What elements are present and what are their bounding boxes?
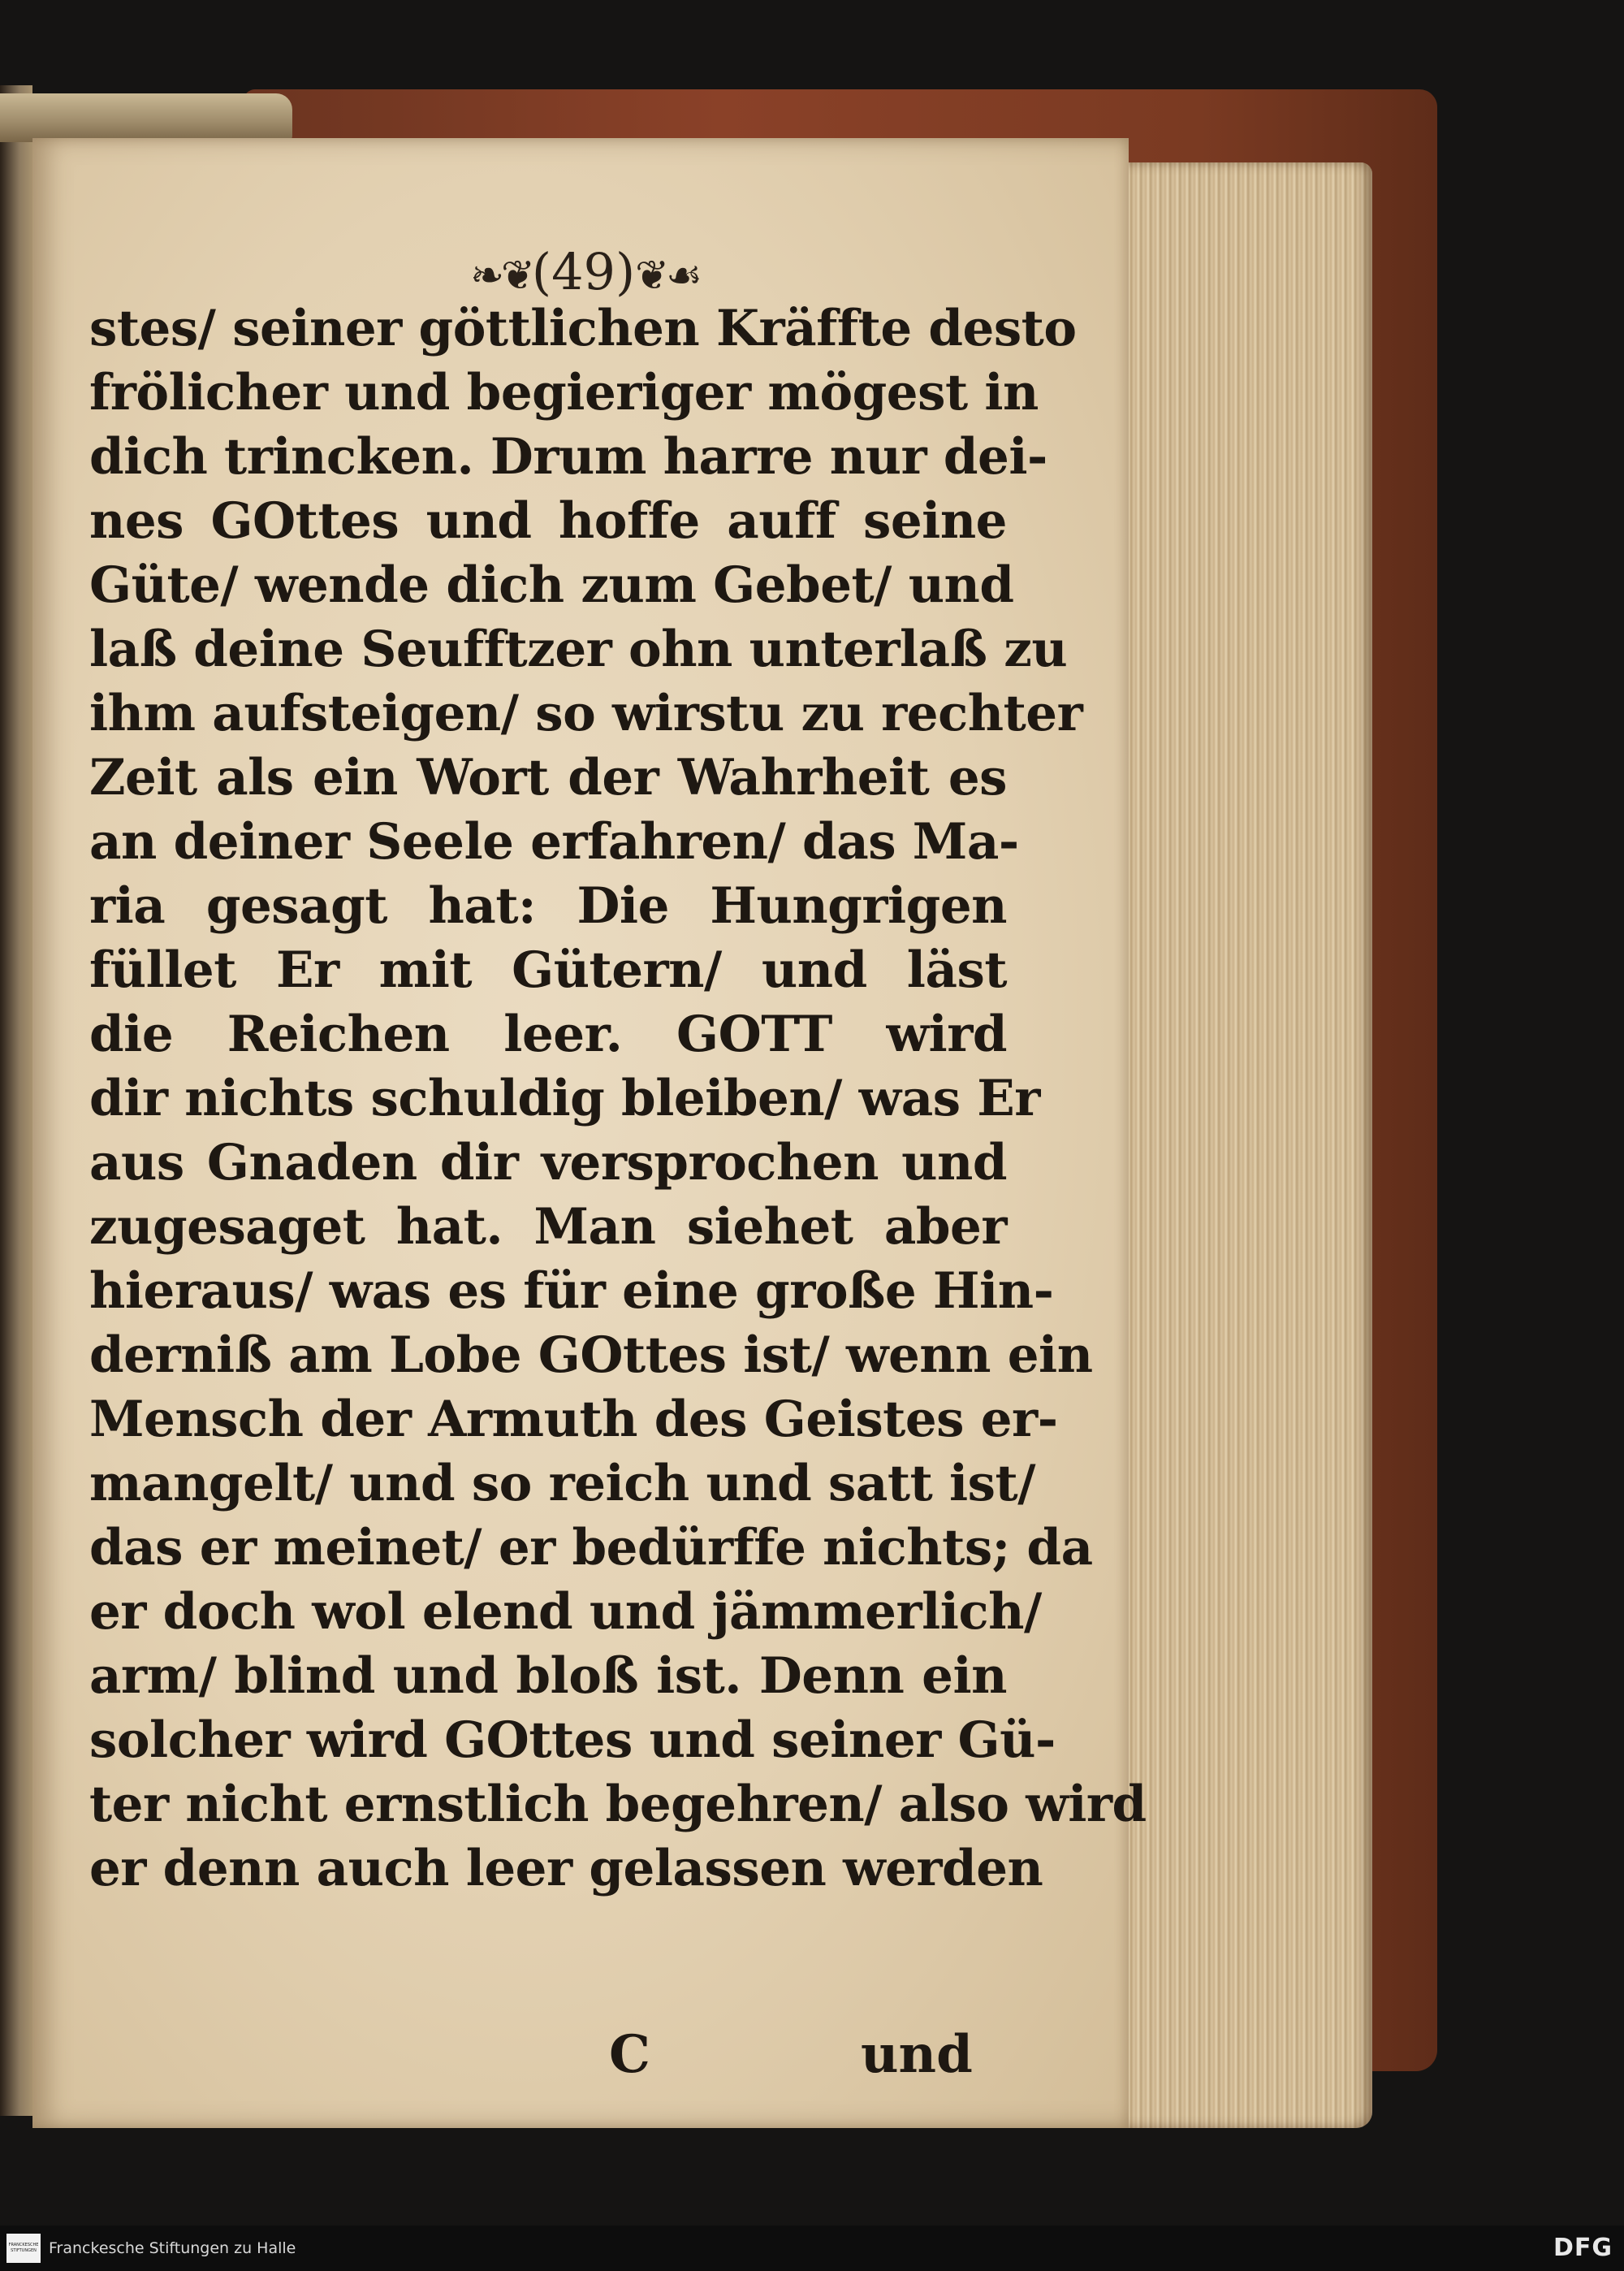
text-line: stes/ seiner göttlichen Kräffte desto bbox=[89, 300, 1077, 357]
text-line: solcher wird GOttes und seiner Gü- bbox=[89, 1711, 1056, 1769]
facing-page-edge bbox=[0, 85, 32, 2116]
footer-bar bbox=[0, 2226, 1624, 2271]
text-line: mangelt/ und so reich und satt ist/ bbox=[89, 1455, 1035, 1512]
text-line: frölicher und begieriger mögest in bbox=[89, 364, 1039, 422]
page-fore-edge bbox=[1104, 162, 1372, 2128]
text-line: Zeit als ein Wort der Wahrheit es bbox=[89, 749, 1007, 807]
text-line: füllet Er mit Gütern/ und läst bbox=[89, 941, 1007, 999]
text-line: zugesaget hat. Man siehet aber bbox=[89, 1198, 1007, 1256]
right-ornament-icon: ❦☙ bbox=[635, 252, 699, 299]
text-line: dich trincken. Drum harre nur dei- bbox=[89, 428, 1047, 486]
text-line: laß deine Seufftzer ohn unterlaß zu bbox=[89, 621, 1068, 678]
signature-mark: C bbox=[609, 2024, 650, 2085]
dfg-logo[interactable]: DFG bbox=[1553, 2234, 1613, 2262]
page-number: (49) bbox=[531, 242, 636, 301]
text-line: arm/ blind und bloß ist. Denn ein bbox=[89, 1647, 1007, 1705]
text-line: Güte/ wende dich zum Gebet/ und bbox=[89, 556, 1014, 614]
text-line: dir nichts schuldig bleiben/ was Er bbox=[89, 1070, 1040, 1127]
institution-logo[interactable] bbox=[6, 2234, 41, 2263]
text-line: er denn auch leer gelassen werden bbox=[89, 1840, 1043, 1897]
text-line: an deiner Seele erfahren/ das Ma- bbox=[89, 813, 1019, 871]
text-line: das er meinet/ er bedürffe nichts; da bbox=[89, 1519, 1093, 1577]
book-page bbox=[32, 138, 1147, 2128]
page-text-block bbox=[89, 296, 1147, 1901]
text-line: Mensch der Armuth des Geistes er- bbox=[89, 1391, 1058, 1448]
text-line: ria gesagt hat: Die Hungrigen bbox=[89, 877, 1007, 935]
logo-text: FRANCKESCHE STIFTUNGEN bbox=[8, 2242, 39, 2253]
text-line: ter nicht ernstlich begehren/ also wird bbox=[89, 1776, 1147, 1833]
catchword: und bbox=[861, 2024, 973, 2085]
text-line: nes GOttes und hoffe auff seine bbox=[89, 492, 1007, 550]
text-line: derniß am Lobe GOttes ist/ wenn ein bbox=[89, 1326, 1093, 1384]
text-line: er doch wol elend und jämmerlich/ bbox=[89, 1583, 1042, 1641]
headband bbox=[0, 93, 292, 142]
text-line: die Reichen leer. GOTT wird bbox=[89, 1006, 1007, 1063]
left-ornament-icon: ❧❦ bbox=[470, 252, 532, 299]
text-line: aus Gnaden dir versprochen und bbox=[89, 1134, 1007, 1192]
institution-link[interactable]: Franckesche Stiftungen zu Halle bbox=[49, 2239, 296, 2257]
text-line: hieraus/ was es für eine große Hin- bbox=[89, 1262, 1054, 1320]
text-line: ihm aufsteigen/ so wirstu zu rechter bbox=[89, 685, 1083, 742]
